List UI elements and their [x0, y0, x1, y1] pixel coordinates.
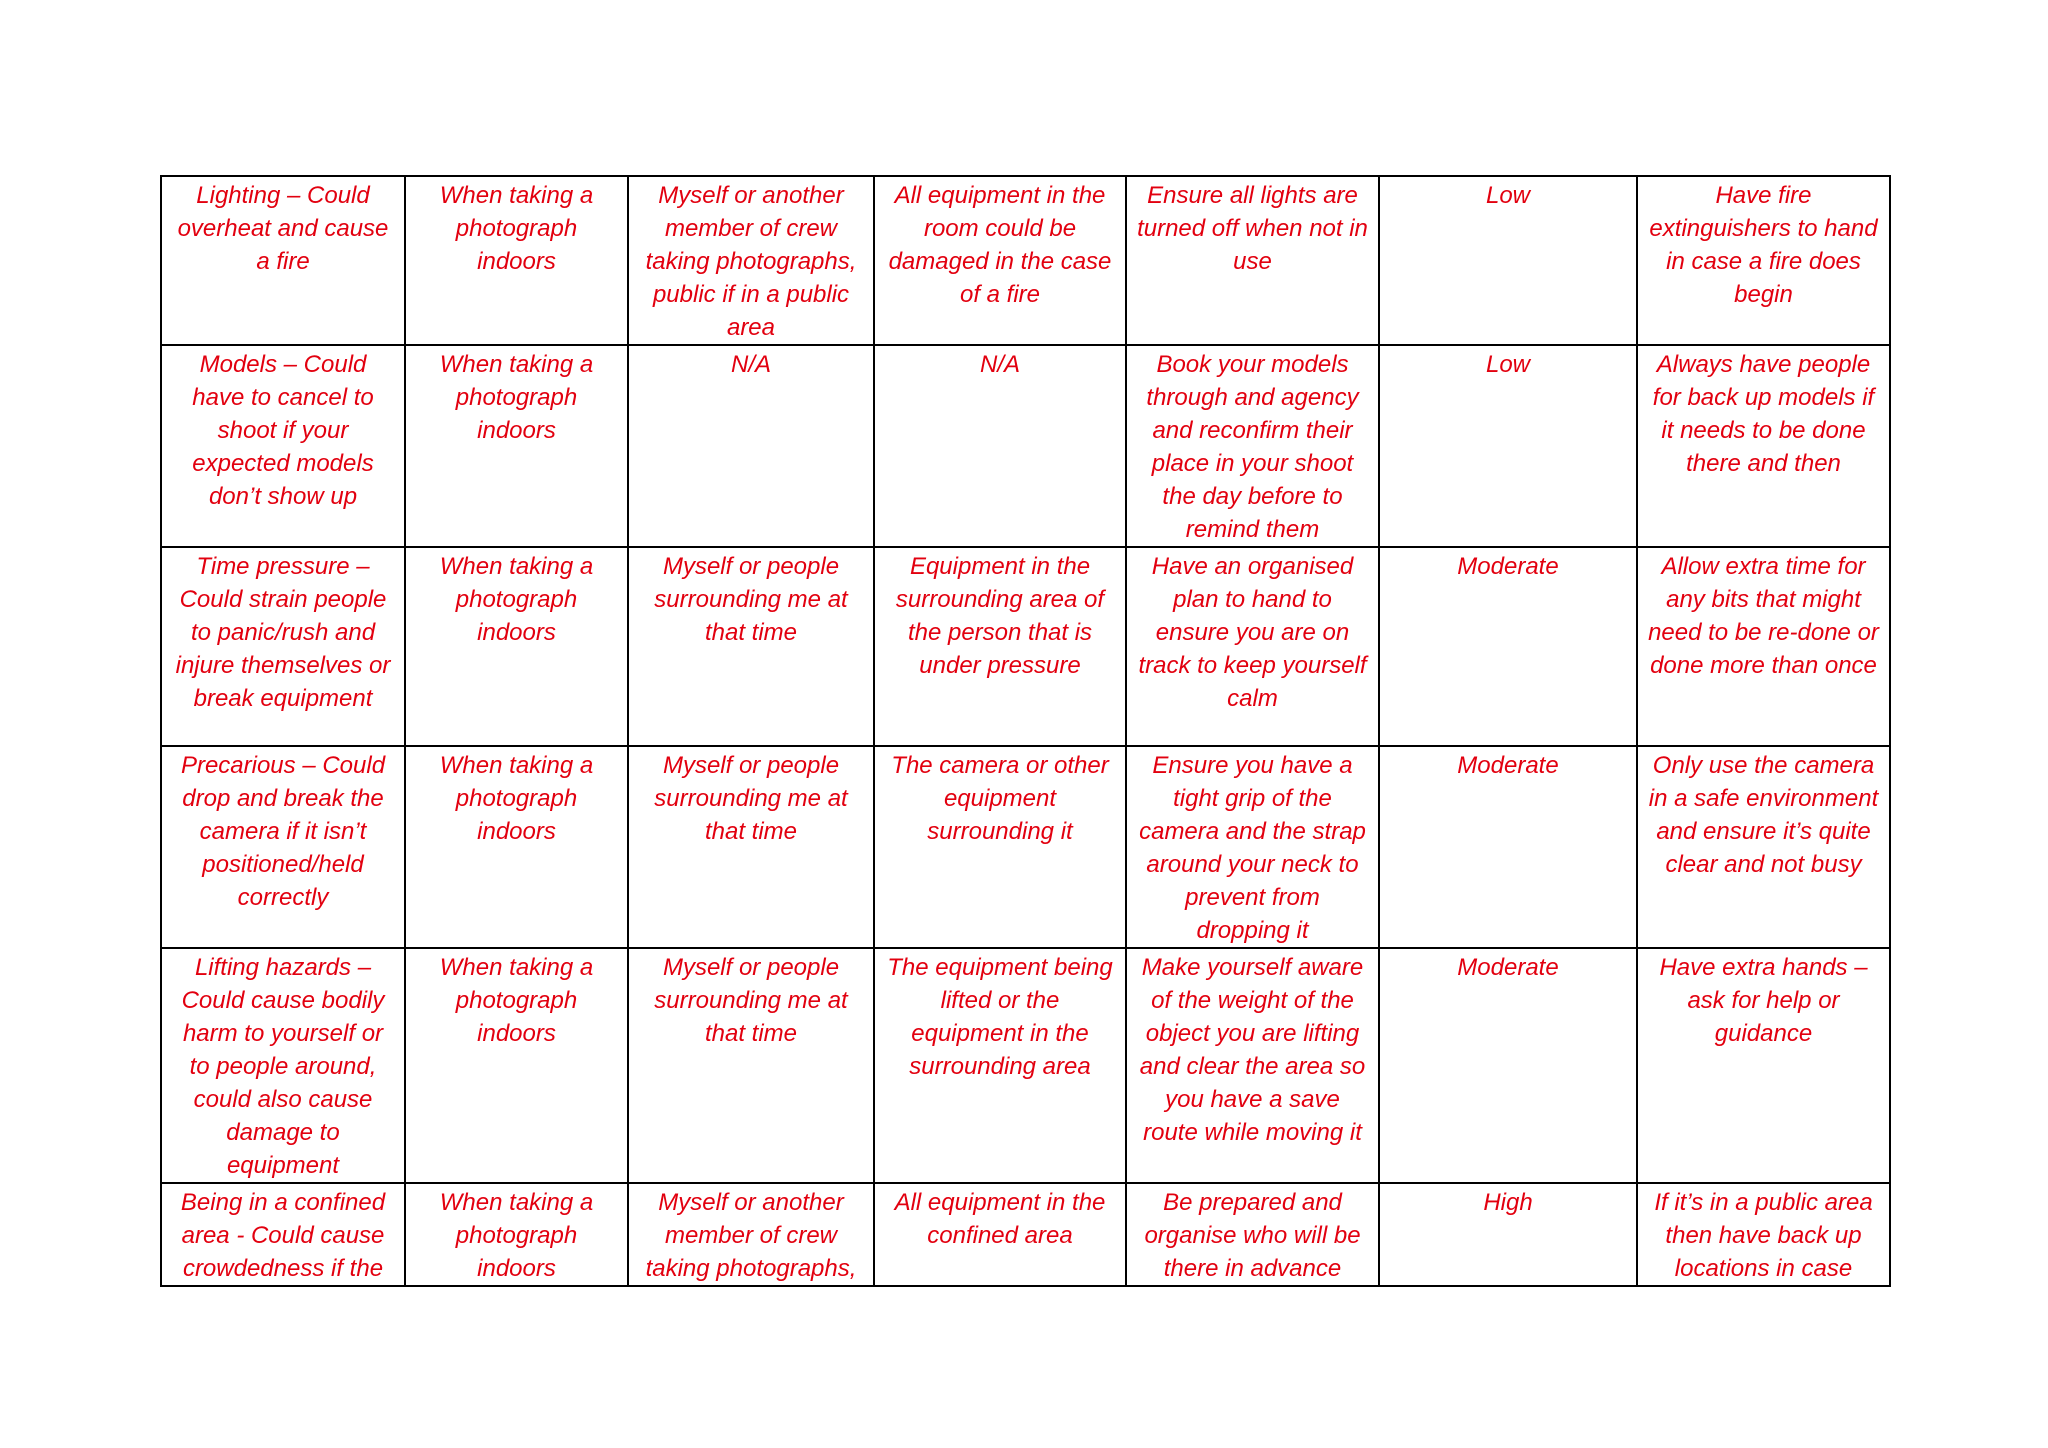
risk-level-cell: Low: [1379, 176, 1637, 345]
action-cell: Have fire extinguishers to hand in case a fire does begin: [1637, 176, 1890, 345]
control-cell: Be prepared and organise who will be there in advance: [1126, 1183, 1379, 1286]
action-cell: If it’s in a public area then have back up locations in case: [1637, 1183, 1890, 1286]
table-row: [161, 345, 1890, 547]
risk-level-cell: Moderate: [1379, 746, 1637, 948]
hazard-cell: Lighting – Could overheat and cause a fire: [161, 176, 405, 345]
action-cell: Only use the camera in a safe environment and ensure it’s quite clear and not busy: [1637, 746, 1890, 948]
what-cell: Equipment in the surrounding area of the person that is under pressure: [874, 547, 1126, 746]
when-cell: When taking a photograph indoors: [405, 345, 628, 547]
when-cell: When taking a photograph indoors: [405, 948, 628, 1183]
hazard-cell: Being in a confined area - Could cause crowdedness if the: [161, 1183, 405, 1286]
table-row: [161, 547, 1890, 746]
what-cell: N/A: [874, 345, 1126, 547]
what-cell: The camera or other equipment surrounding it: [874, 746, 1126, 948]
what-cell: All equipment in the confined area: [874, 1183, 1126, 1286]
who-cell: N/A: [628, 345, 874, 547]
table-row: [161, 1183, 1890, 1286]
action-cell: Always have people for back up models if it needs to be done there and then: [1637, 345, 1890, 547]
control-cell: Have an organised plan to hand to ensure you are on track to keep yourself calm: [1126, 547, 1379, 746]
control-cell: Book your models through and agency and reconfirm their place in your shoot the day before to remind them: [1126, 345, 1379, 547]
hazard-cell: Lifting hazards – Could cause bodily harm to yourself or to people around, could also cause damage to equipment: [161, 948, 405, 1183]
hazard-cell: Models – Could have to cancel to shoot if your expected models don’t show up: [161, 345, 405, 547]
table-row: [161, 746, 1890, 948]
risk-level-cell: Moderate: [1379, 948, 1637, 1183]
risk-level-cell: Low: [1379, 345, 1637, 547]
action-cell: Have extra hands – ask for help or guidance: [1637, 948, 1890, 1183]
who-cell: Myself or another member of crew taking photographs,: [628, 1183, 874, 1286]
risk-level-cell: High: [1379, 1183, 1637, 1286]
hazard-cell: Time pressure – Could strain people to panic/rush and injure themselves or break equipment: [161, 547, 405, 746]
risk-level-cell: Moderate: [1379, 547, 1637, 746]
when-cell: When taking a photograph indoors: [405, 176, 628, 345]
who-cell: Myself or another member of crew taking photographs, public if in a public area: [628, 176, 874, 345]
hazard-cell: Precarious – Could drop and break the camera if it isn’t positioned/held correctly: [161, 746, 405, 948]
table-row: [161, 176, 1890, 345]
control-cell: Ensure all lights are turned off when not in use: [1126, 176, 1379, 345]
when-cell: When taking a photograph indoors: [405, 547, 628, 746]
control-cell: Ensure you have a tight grip of the camera and the strap around your neck to prevent from dropping it: [1126, 746, 1379, 948]
what-cell: All equipment in the room could be damaged in the case of a fire: [874, 176, 1126, 345]
table-row: [161, 948, 1890, 1183]
control-cell: Make yourself aware of the weight of the object you are lifting and clear the area so you have a save route while moving it: [1126, 948, 1379, 1183]
risk-assessment-table: [160, 175, 1891, 1287]
who-cell: Myself or people surrounding me at that time: [628, 547, 874, 746]
who-cell: Myself or people surrounding me at that time: [628, 746, 874, 948]
when-cell: When taking a photograph indoors: [405, 1183, 628, 1286]
who-cell: Myself or people surrounding me at that time: [628, 948, 874, 1183]
action-cell: Allow extra time for any bits that might need to be re-done or done more than once: [1637, 547, 1890, 746]
when-cell: When taking a photograph indoors: [405, 746, 628, 948]
what-cell: The equipment being lifted or the equipment in the surrounding area: [874, 948, 1126, 1183]
